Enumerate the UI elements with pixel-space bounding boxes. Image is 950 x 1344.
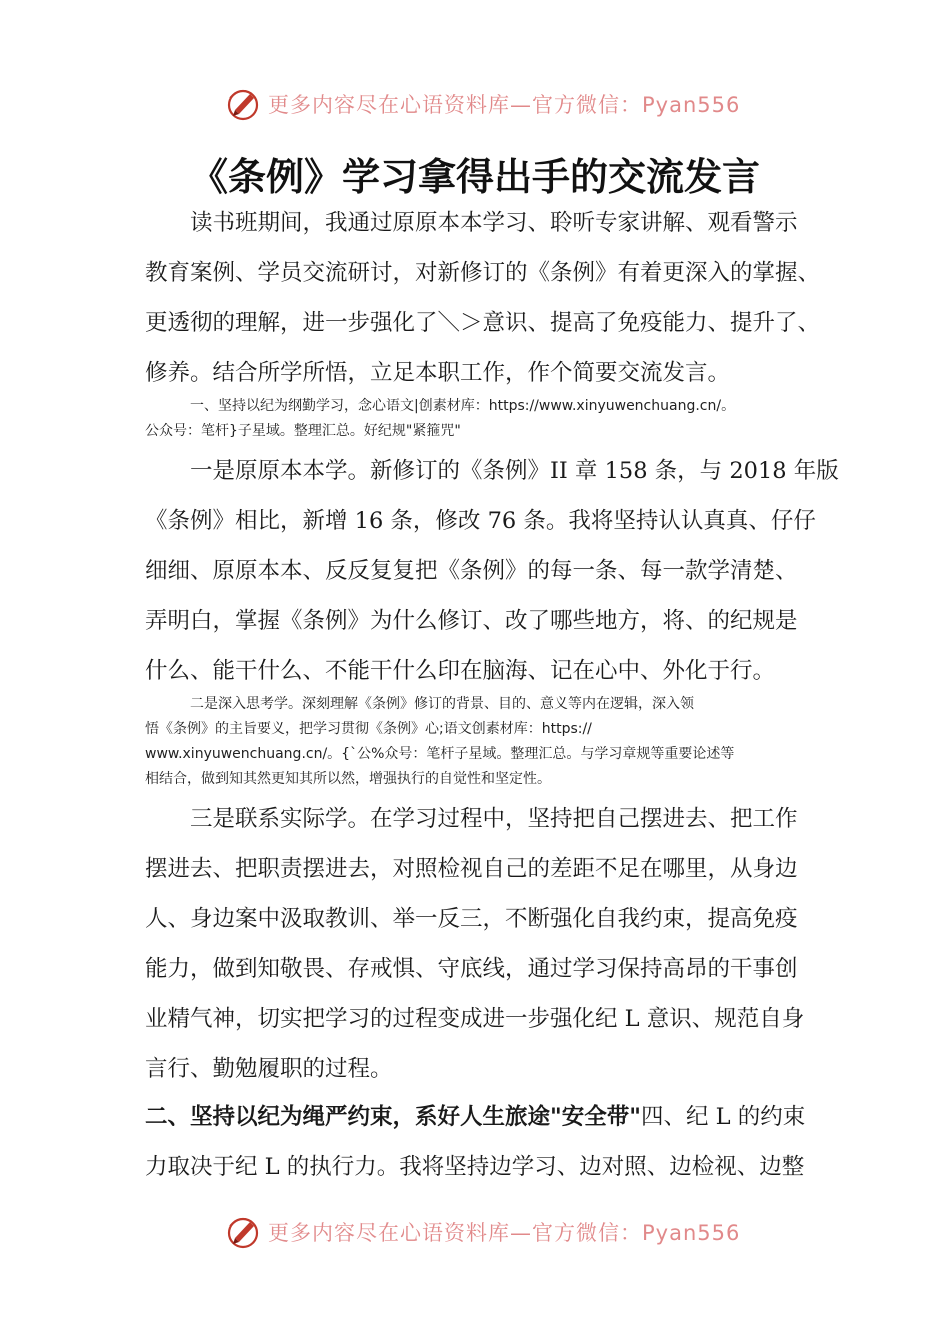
text-line: 弄明白，掌握《条例》为什么修订、改了哪些地方，将、的纪规是 <box>145 608 798 634</box>
text-line: 人、身边案中汲取教训、举一反三，不断强化自我约束，提高免疫 <box>145 906 798 932</box>
point-3-paragraph <box>145 794 810 1094</box>
text-line: 一、坚持以纪为纲勤学习，念心语文|创素材库：https://www.xinyuwenchuang.cn/。 <box>190 398 736 414</box>
section-2-heading: 二、坚持以纪为绳严约束，系好人生旅途"安全带" <box>145 1104 641 1130</box>
small-note-1 <box>145 394 810 444</box>
text-line: 细细、原原本本、反反复复把《条例》的每一条、每一款学清楚、 <box>145 558 798 584</box>
banner-text: 更多内容尽在心语资料库—官方微信：Pyan556 <box>268 93 741 117</box>
intro-paragraph <box>145 198 821 398</box>
pen-logo-icon <box>226 86 262 122</box>
text-line: www.xinyuwenchuang.cn/。{`公%众号：笔杆子星域。整理汇总。与学习章规等重要论述等 <box>145 746 735 762</box>
pen-logo-icon <box>226 1214 262 1250</box>
section-2-paragraph <box>145 1092 810 1192</box>
text-line: 相结合，做到知其然更知其所以然，增强执行的自觉性和坚定性。 <box>145 771 551 787</box>
section-2-tail: 四、纪 L 的约束 <box>640 1104 806 1130</box>
text-line: 摆进去、把职责摆进去，对照检视自己的差距不足在哪里，从身边 <box>145 856 798 882</box>
text-line: 什么、能干什么、不能干什么印在脑海、记在心中、外化于行。 <box>145 658 776 684</box>
footer-banner <box>0 1212 950 1252</box>
point-1-paragraph <box>145 446 839 696</box>
text-line: 修养。结合所学所悟，立足本职工作，作个简要交流发言。 <box>145 360 731 386</box>
text-line: 更透彻的理解，进一步强化了＼＞意识、提高了免疫能力、提升了、 <box>145 310 821 336</box>
text-line: 三是联系实际学。在学习过程中，坚持把自己摆进去、把工作 <box>190 806 798 832</box>
banner-text: 更多内容尽在心语资料库—官方微信：Pyan556 <box>268 1221 741 1245</box>
text-line: 悟《条例》的主旨要义，把学习贯彻《条例》心;语文创素材库：https:// <box>145 721 592 737</box>
text-line: 教育案例、学员交流研讨，对新修订的《条例》有着更深入的掌握、 <box>145 260 821 286</box>
text-line: 公众号：笔杆}子星域。整理汇总。好纪规"紧箍咒" <box>145 423 461 439</box>
text-line: 能力，做到知敬畏、存戒惧、守底线，通过学习保持高昂的干事创 <box>145 956 798 982</box>
text-line: 一是原原本本学。新修订的《条例》II 章 158 条，与 2018 年版 <box>190 458 839 484</box>
document-title: 《条例》学习拿得出手的交流发言 <box>189 155 760 199</box>
header-banner <box>0 84 950 124</box>
text-line: 力取决于纪 L 的执行力。我将坚持边学习、边对照、边检视、边整 <box>145 1154 805 1180</box>
text-line: 读书班期间，我通过原原本本学习、聆听专家讲解、观看警示 <box>190 210 798 236</box>
text-line: 《条例》相比，新增 16 条，修改 76 条。我将坚持认认真真、仔仔 <box>145 508 816 534</box>
section-2-first-line <box>145 1092 810 1142</box>
text-line: 言行、勤勉履职的过程。 <box>145 1056 393 1082</box>
text-line: 二是深入思考学。深刻理解《条例》修订的背景、目的、意义等内在逻辑，深入领 <box>190 696 694 712</box>
small-note-2 <box>145 692 810 792</box>
text-line: 业精气神，切实把学习的过程变成进一步强化纪 L 意识、规范自身 <box>145 1006 805 1032</box>
